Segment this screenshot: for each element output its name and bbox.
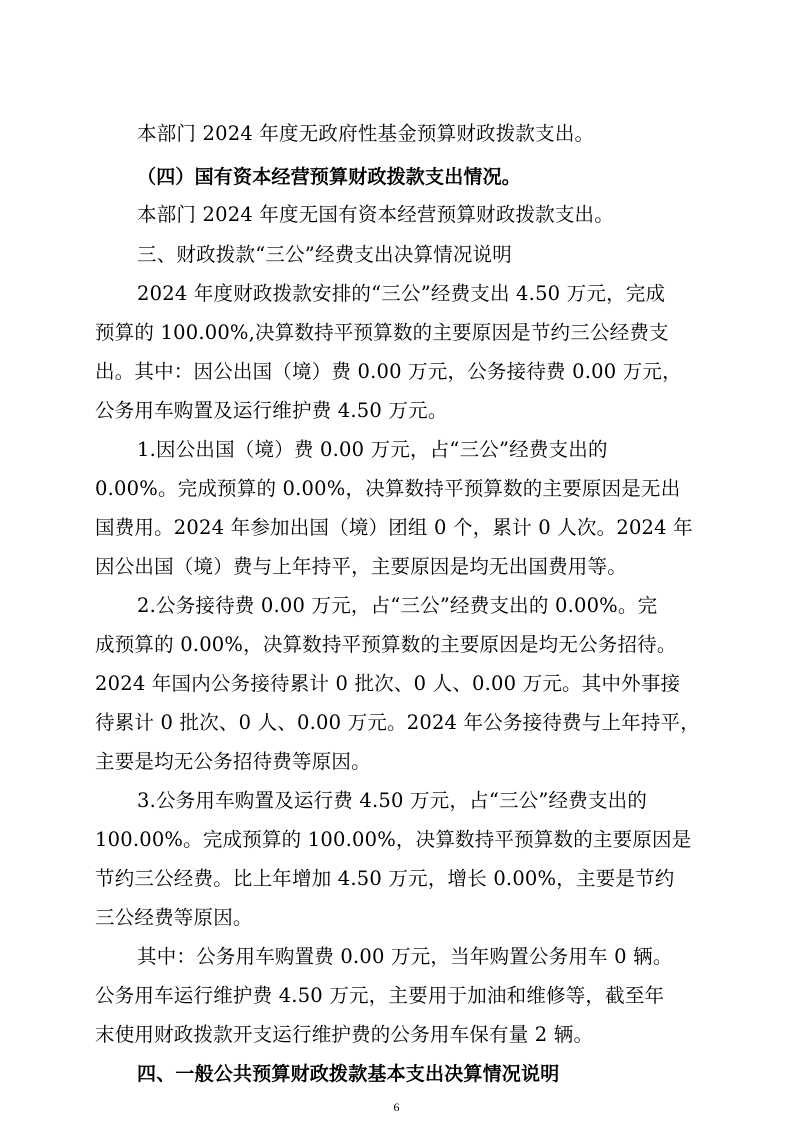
paragraph-line: 待累计 0 批次、0 人、0.00 万元。2024 年公务接待费与上年持平， (95, 711, 700, 734)
paragraph-line: 公务用车购置及运行维护费 4.50 万元。 (95, 399, 448, 422)
paragraph-line: 本部门 2024 年度无国有资本经营预算财政拨款支出。 (137, 203, 614, 226)
paragraph-line: 2.公务接待费 0.00 万元，占“三公”经费支出的 0.00%。完 (137, 594, 658, 617)
paragraph-line: 本部门 2024 年度无政府性基金预算财政拨款支出。 (137, 122, 595, 145)
paragraph-line: 主要是均无公务招待费等原因。 (95, 750, 371, 773)
paragraph-line: 100.00%。完成预算的 100.00%，决算数持平预算数的主要原因是 (95, 828, 692, 851)
paragraph-line: 2024 年度财政拨款安排的“三公”经费支出 4.50 万元，完成 (137, 282, 666, 305)
section-heading-4-general: 四、一般公共预算财政拨款基本支出决算情况说明 (137, 1063, 560, 1085)
paragraph-line: 3.公务用车购置及运行费 4.50 万元，占“三公”经费支出的 (137, 789, 648, 812)
paragraph-line: 预算的 100.00%,决算数持平预算数的主要原因是节约三公经费支 (95, 321, 669, 344)
paragraph-line: 国费用。2024 年参加出国（境）团组 0 个，累计 0 人次。2024 年 (95, 516, 693, 539)
paragraph-line: 0.00%。完成预算的 0.00%，决算数持平预算数的主要原因是无出 (95, 477, 681, 500)
paragraph-line: 节约三公经费。比上年增加 4.50 万元，增长 0.00%，主要是节约 (95, 867, 675, 890)
section-heading-3: 三、财政拨款“三公”经费支出决算情况说明 (137, 243, 512, 266)
page-number: 6 (393, 1100, 400, 1114)
paragraph-line: 1.因公出国（境）费 0.00 万元，占“三公”经费支出的 (137, 438, 608, 461)
paragraph-line: 因公出国（境）费与上年持平，主要原因是均无出国费用等。 (95, 555, 627, 578)
paragraph-line: 三公经费等原因。 (95, 906, 253, 929)
paragraph-line: 出。其中：因公出国（境）费 0.00 万元，公务接待费 0.00 万元， (95, 360, 682, 383)
section-heading-4: （四）国有资本经营预算财政拨款支出情况。 (137, 166, 522, 188)
paragraph-line: 成预算的 0.00%，决算数持平预算数的主要原因是均无公务招待。 (95, 633, 677, 656)
paragraph-line: 末使用财政拨款开支运行维护费的公务用车保有量 2 辆。 (95, 1023, 594, 1046)
paragraph-line: 其中：公务用车购置费 0.00 万元，当年购置公务用车 0 辆。 (137, 945, 673, 968)
paragraph-line: 公务用车运行维护费 4.50 万元，主要用于加油和维修等，截至年 (95, 984, 665, 1007)
paragraph-line: 2024 年国内公务接待累计 0 批次、0 人、0.00 万元。其中外事接 (95, 672, 681, 695)
